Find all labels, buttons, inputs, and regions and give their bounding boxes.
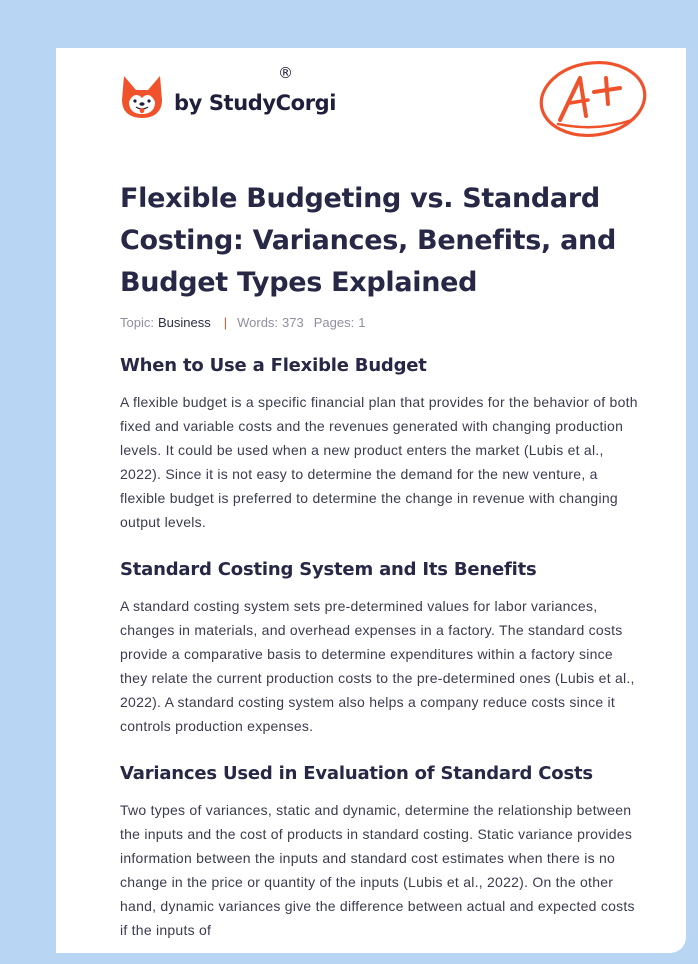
section-paragraph: A standard costing system sets pre-determined values for labor variances, changes in materials, and overhead expenses in a factory. The standard costs provide a comparative basis to determine expenditures within a factory since they relate the current production costs to the pre-determined ones (Lubis et al., 2022). A standard costing system also helps a company reduce costs since it controls production expenses.	[120, 598, 635, 734]
section-standard-costing	[120, 558, 640, 738]
words-label: Words:	[237, 315, 279, 330]
header	[56, 48, 686, 168]
topic-link[interactable]: Business	[157, 315, 211, 330]
section-paragraph: Two types of variances, static and dynamic, determine the relationship between the inputs and the cost of products in standard costing. Static variance provides information between the inputs and standard cost estimates when there is no change in the price or quantity of the inputs (Lubis et al., 2022). On the other hand, dynamic variances give the difference between actual and expected costs if the inputs of	[120, 802, 635, 938]
document-meta	[120, 315, 640, 330]
pages-count: 1	[358, 315, 366, 330]
brand-name: by StudyCorgi	[174, 91, 337, 115]
page-title: Flexible Budgeting vs. Standard Costing: Variances, Benefits, and Budget Types Explained	[120, 183, 616, 298]
section-heading: When to Use a Flexible Budget	[120, 355, 427, 376]
section-heading: Variances Used in Evaluation of Standard Costs	[120, 763, 593, 784]
section-heading: Standard Costing System and Its Benefits	[120, 559, 537, 580]
topic-label: Topic:	[120, 315, 154, 330]
a-plus-grade-icon	[536, 58, 650, 140]
section-paragraph: A flexible budget is a specific financial plan that provides for the behavior of both fixed and variable costs and the revenues generated with changing production levels. It could be used when a new product enters the market (Lubis et al., 2022). Since it is not easy to determine the demand for the new venture, a flexible budget is preferred to determine the change in revenue with changing output levels.	[120, 394, 638, 530]
pages-label: Pages:	[313, 315, 355, 330]
studycorgi-logo[interactable]	[120, 74, 336, 120]
registered-mark: ®	[278, 64, 293, 82]
section-variances	[120, 762, 640, 942]
words-count: 373	[282, 315, 304, 330]
section-flexible-budget	[120, 354, 640, 534]
document-card	[56, 48, 686, 953]
meta-separator: |	[223, 315, 228, 330]
document-content	[120, 178, 640, 942]
corgi-icon	[120, 74, 164, 120]
